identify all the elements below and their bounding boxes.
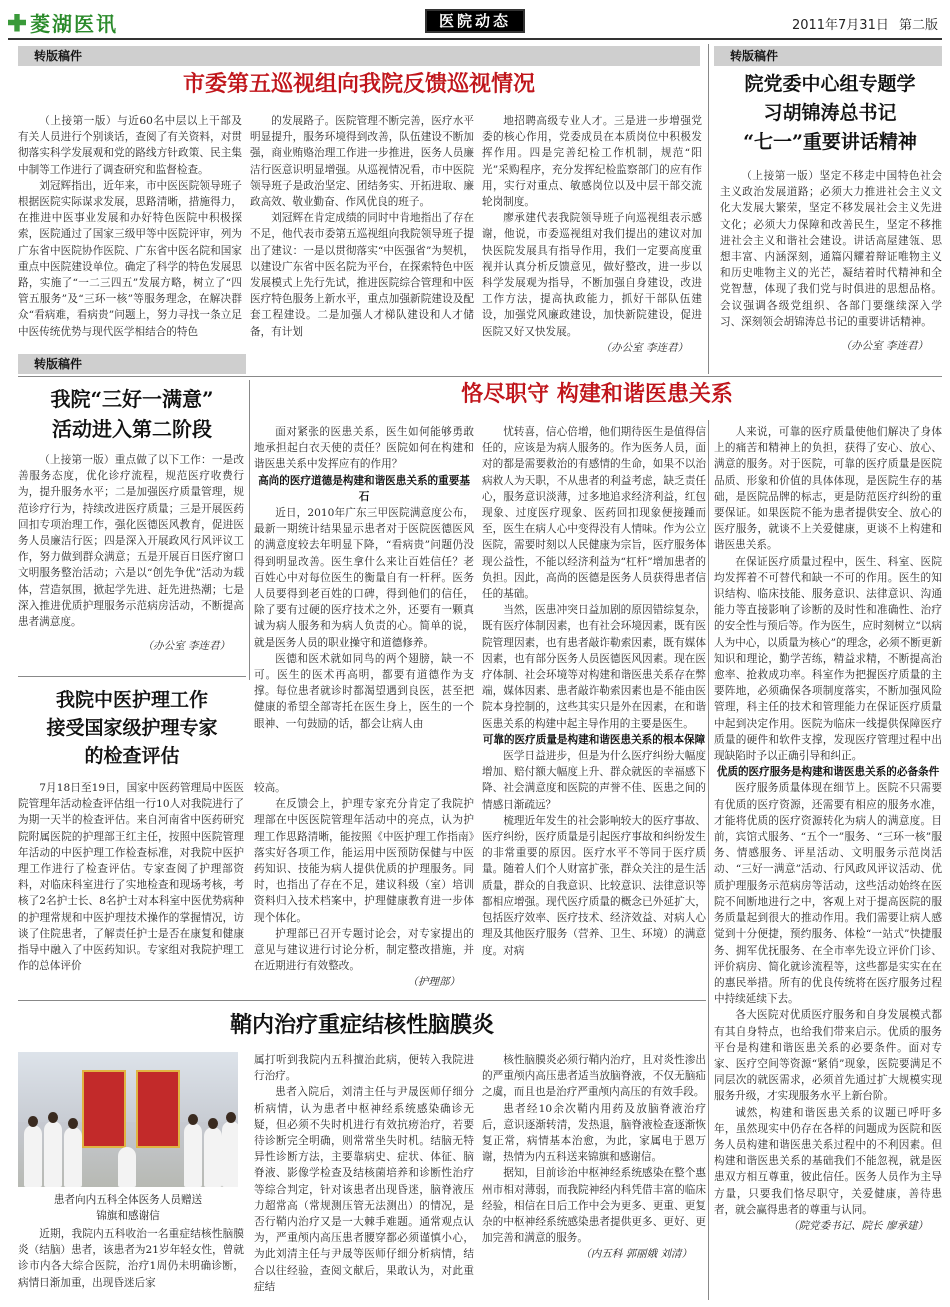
column-divider bbox=[249, 380, 250, 680]
person-head bbox=[188, 1114, 198, 1125]
article4-col1 bbox=[254, 424, 474, 764]
paragraph: 患者经10余次鞘内用药及放脑脊液治疗后，意识逐渐转清，发热退，脑脊液检查逐渐恢复正常，病情基本治愈，为此，家属电于恩万谢，热情为内五科送来锦旗和感谢信。 bbox=[482, 1102, 706, 1164]
person bbox=[184, 1123, 202, 1187]
newspaper-logo bbox=[8, 8, 118, 37]
person bbox=[222, 1121, 238, 1187]
article4-subhead-2: 可靠的医疗质量是构建和谐医患关系的根本保障 bbox=[482, 733, 706, 746]
issue-date-text: 2011年7月31日 bbox=[791, 18, 889, 33]
article6-col2 bbox=[254, 1052, 474, 1298]
section-tag: 医院动态 bbox=[425, 9, 525, 33]
paragraph: 护理部已召开专题讨论会，对专家提出的意见与建议进行讨论分析，制定整改措施，并在近期进行有效整改。 bbox=[254, 927, 474, 973]
article5-col1 bbox=[18, 780, 244, 990]
article5-title-line3: 的检查评估 bbox=[84, 745, 180, 767]
article3-body bbox=[18, 452, 244, 664]
article1-title: 市委第五巡视组向我院反馈巡视情况 bbox=[182, 71, 535, 97]
article2-title-line1: 院党委中心组专题学 bbox=[744, 73, 916, 95]
paragraph: 刘冠辉指出，近年来，市中医医院领导班子根据医院实际谋求发展，思路清晰，措施得力，在推进中医事业发展和办好特色医院中积极探索，医院通过了国家三级甲等中医院评审，列为广东省中医院协作医院、广东省中医名院和国家重点中医院建设单位。确定了科学的特色发展思路，实施了“一二三四五”发展方略，树立了“四管五服务”及“三环一核”等服务理念，在解决群众“看病难，看病贵”问题上，努力寻找一条立足中医传统优势与现代医学相结合的特色 bbox=[18, 179, 242, 338]
paragraph: 较高。 bbox=[254, 782, 286, 794]
paragraph: 近日，2010年广东三甲医院满意度公布，最新一期统计结果显示患者对于医院医德医风的满意度较去年明显下降，“看病贵”问题仍没得到明显改善。医生拿什么来让百姓信任？老百姓心中对每位医生的衡量自有一杆秤。医务人员要得到老百姓的口碑，得到他们的信任，除了要有过硬的医疗技术之外，还要有一颗真诚为病人服务和为病人负责的心。简单的说，就是医务人员的职业操守和道德修养。 bbox=[254, 507, 474, 649]
medical-cross-icon bbox=[8, 14, 26, 32]
article1-col1 bbox=[18, 113, 242, 345]
paragraph: 医疗服务质量体现在细节上。医院不只需要有优质的医疗资源，还需要有相应的服务水准，才能将优质的医疗资源转化为病人的满意度。目前，宾馆式服务、“五个一”服务、“三环一核”服务、情感服务、评星活动、文明服务示范岗活动、“三好一满意”活动、行风政风评议活动、优质护理服务示范病房等活动，这些活动始终在医院不间断地进行之中，客观上对于提高医院的服务质量起到很大的推动作用。我们需要让病人感觉到十分便捷，预约服务、体检“一站式”快捷服务、拥军优抚服务、在全市率先设立评价门诊、评价病房、简化就诊流程等，这些都是实实在在的惠民举措。所有的优良传统将在医疗服务过程中持续延续下去。 bbox=[714, 782, 942, 1006]
page-number: 第二版 bbox=[898, 18, 938, 33]
paragraph: 在保证医疗质量过程中，医生、科室、医院均发挥着不可替代和缺一不可的作用。医生的知识结构、临床技能、服务意识、法律意识、沟通能力等直接影响了诊断的及时性和准确性、治疗的安全性与预后等。作为医生，应时刻树立“以病人为中心，以质量为核心”的理念，必须不断更新知识和理论，勤学苦练，精益求精，不断提高治愈率、抢救成功率。科室作为把握医疗质量的主要阵地，必须确保各项制度落实，不断加强风险管理，科主任的技术和管理能力在保证医疗质量中起到决定作用。医院为临床一线提供保障医疗质量的硬件和软件支撑，发现医疗管理过程中出现缺陷时予以正确引导和纠正。 bbox=[714, 555, 942, 763]
masthead bbox=[0, 0, 950, 40]
banner-transfer-2: 转版稿件 bbox=[714, 46, 942, 66]
paragraph: 梳理近年发生的社会影响较大的医疗事故、医疗纠纷，医疗质量是引起医疗事故和纠纷发生的非常重要的原因。医疗水平不等同于医疗质量。随着人们个人财富扩张，群众关注的是生活质量，群众的自我意识、比较意识、法律意识等都相应增强。现代医疗质量的概念已外延扩大，包括医疗效率、医疗技术、经济效益、对病人心理及其他医疗服务（营养、卫生、环境）的满意度。对病 bbox=[482, 814, 706, 957]
paragraph: 地招聘高级专业人才。三是进一步增强党委的核心作用，党委成员在本质岗位中积极发挥作用。四是完善纪检工作机制，规范“阳光”采购程序，充分发挥纪检监察部门的应有作用，实行对重点、敏感岗位以及中层干部交流轮岗制度。 bbox=[482, 115, 702, 209]
paragraph: 近期，我院内五科收治一名重症结核性脑膜炎（结脑）患者，该患者为21岁年轻女性，曾就诊市内各大综合医院，治疗1周仍未明确诊断，病情日渐加重，出现昏迷后家 bbox=[18, 1228, 244, 1289]
person-head bbox=[208, 1118, 218, 1129]
article2-title-line2: 习胡锦涛总书记 bbox=[763, 102, 897, 124]
paragraph: 核性脑膜炎必须行鞘内治疗，且对炎性渗出的严重颅内高压患者适当放脑脊液，不仅无脑疝之虞，而且也是治疗严重颅内高压的有效手段。 bbox=[482, 1054, 706, 1099]
person-head bbox=[28, 1116, 38, 1127]
article6-col1 bbox=[18, 1226, 244, 1298]
paragraph: 刘冠辉在肯定成绩的同时中肯地指出了存在不足，他代表市委第五巡视组向我院领导班子提出了建议：一是以贯彻落实“中医强省”为契机，以建设广东省中医名院为平台，在探索特色中医发展模式上先行先试，推进医院综合管理和中医医疗特色服务上新水平，重点加强新院建设及配套工程建设。二是加强人才梯队建设和人才储备，有计划 bbox=[250, 212, 474, 338]
team-photo bbox=[18, 1052, 238, 1187]
article4-subhead-3: 优质的医疗服务是构建和谐医患关系的必备条件 bbox=[716, 766, 940, 779]
article6-title: 鞘内治疗重症结核性脑膜炎 bbox=[229, 1012, 494, 1038]
article5-col2 bbox=[254, 780, 474, 990]
section-divider bbox=[18, 676, 246, 677]
paragraph: 的发展路子。医院管理不断完善，医疗水平明显提升，服务环境得到改善，队伍建设不断加强，商业贿赂治理工作进一步推进，医务人员廉洁行医意识明显增强。从巡视情况看，市中医院领导班子是政治坚定、团结务实、开拓进取、廉政高效、敬业勤奋、作风优良的班子。 bbox=[250, 115, 474, 209]
article6-byline: （内五科 郭丽娥 刘清） bbox=[580, 1248, 692, 1261]
person bbox=[24, 1125, 42, 1187]
article3-byline: （办公室 李连君） bbox=[142, 640, 230, 653]
photo-caption-line2: 锦旗和感谢信 bbox=[96, 1210, 160, 1222]
article5-title-line2: 接受国家级护理专家 bbox=[46, 717, 218, 739]
article2-title-line3: “七一”重要讲话精神 bbox=[743, 131, 917, 153]
issue-date bbox=[792, 14, 938, 33]
article5-title-line1: 我院中医护理工作 bbox=[55, 689, 208, 711]
article5-byline: （护理部） bbox=[407, 976, 460, 989]
photo-caption-line1: 患者向内五科全体医务人员赠送 bbox=[53, 1194, 203, 1206]
column-divider bbox=[708, 44, 709, 374]
article4-col2 bbox=[482, 424, 706, 984]
article1-byline: （办公室 李连君） bbox=[600, 341, 688, 354]
paragraph: （上接第一版）重点做了以下工作：一是改善服务态度，优化诊疗流程，规范医疗收费行为，提升服务水平；二是加强医疗质量管理，规范诊疗行为，持续改进医疗质量；三是开展医药回扣专项治理工作，强化医德医风教育，促进医务人员廉洁行医；四是深入开展政风行风评议工作，努力做到群众满意；五是开展百日医疗窗口文明服务整治活动；六是以“创先争优”活动为载体，营造氛围，掀起学先进、赶先进热潮；七是深入推进优质护理服务示范病房活动，不断提高患者满意度。 bbox=[18, 454, 244, 629]
article6-col3 bbox=[482, 1052, 706, 1298]
person bbox=[44, 1121, 62, 1187]
paragraph: 廖承建代表我院领导班子向巡视组表示感谢，他说，市委巡视组对我们提出的建议对加快医院发展具有指导作用，我们一定要高度重视并认真分析反馈意见，做好整改，进一步以科学发展观为指导，不断加强自身建设，改进工作方法，提高执政能力，抓好干部队伍建设，加强党风廉政建设，加快新院建设，促进医院又好又快发展。 bbox=[482, 212, 702, 338]
banner-transfer-3: 转版稿件 bbox=[18, 354, 246, 374]
article4-title: 恪尽职守 构建和谐医患关系 bbox=[461, 381, 733, 407]
silk-banner-right bbox=[136, 1070, 180, 1148]
paragraph: 人来说，可靠的医疗质量使他们解决了身体上的痛苦和精神上的负担，获得了安心、放心、满意的服务。对于医院，可靠的医疗质量是医院品质、形象和价值的具体体现，是医院生存的基础，是医院品牌的标志，更是防范医疗纠纷的重要保证。如果医院不能为患者提供安全、放心的医疗服务，就谈不上关爱健康，更谈不上构建和谐医患关系。 bbox=[714, 426, 942, 552]
paragraph: （上接第一版）与近60名中层以上干部及有关人员进行个别谈话，查阅了有关资料，对贯彻落实科学发展观和党的路线方针政策、民主集中制等工作进行了调查研究和监督检查。 bbox=[18, 115, 242, 176]
paragraph: 医德和医术就如同鸟的两个翅膀，缺一不可。医生的医术再高明，都要有道德作为支撑。每位患者就诊时都渴望遇到良医，甚至把健康的希望全部寄托在医生身上，医生的一个眼神、一句鼓励的话，都会让病人由 bbox=[254, 652, 474, 730]
person-head bbox=[226, 1112, 236, 1123]
paragraph: 面对紧张的医患关系，医生如何能够勇敢地承担起白衣天使的责任？医院如何在构建和谐医患关系中发挥应有的作用？ bbox=[254, 426, 474, 471]
paragraph: （上接第一版）坚定不移走中国特色社会主义政治发展道路；必须大力推进社会主义文化大发展大繁荣，坚定不移发展社会主义先进文化；必须大力保障和改善民生，坚定不移推进社会主义和谐社会建设。讲话高屋建瓴、思想丰富、内涵深刻，通篇闪耀着辩证唯物主义和历史唯物主义的光芒，凝结着时代精神和全党智慧，体现了我们党与时俱进的思想品格。会议强调各级党组织、各部门要继续深入学习、深刻领会胡锦涛总书记的重要讲话精神。 bbox=[720, 170, 942, 328]
person bbox=[204, 1127, 222, 1187]
article4-byline: （院党委书记、院长 廖承建） bbox=[788, 1219, 928, 1232]
paragraph: 当然，医患冲突日益加剧的原因错综复杂，既有医疗体制因素，也有社会环境因素，既有医院管理因素，也有患者敲诈勒索因素，既有媒体因素，也有部分医务人员医德医风因素。现在医疗体制、社会环境等对构建和谐医患关系存在弊端，媒体因素、患者敲诈勒索因素也是不能由医院本身控制的，这些其实只是外在因素，在和谐医患关系的构建中起主导作用的主要是医生。 bbox=[482, 604, 706, 730]
article4-subhead-1: 高尚的医疗道德是构建和谐医患关系的重要基石 bbox=[258, 474, 470, 503]
person bbox=[64, 1127, 82, 1187]
article2-body bbox=[720, 168, 942, 378]
paragraph: 各大医院对优质医疗服务和自身发展模式都有其自身特点，也给我们带来启示。优质的服务平台是构建和谐医患关系的必要条件。面对专家、医疗空间等资源“紧俏”现象，医院要满足不同层次的就医需求，必须首先通过扩大规模实现服务升级，才实现服务水平上新台阶。 bbox=[714, 1009, 942, 1103]
person-head bbox=[48, 1112, 58, 1123]
paragraph: 7月18日至19日，国家中医药管理局中医医院管理年活动检查评估组一行10人对我院进行了为期一天半的检查评估。来自河南省中医药研究院附属医院的护理部王红主任，按照中医院管理年活动的中医护理工作检查标准，对我院中医护理工作进行了检查评估。专家查阅了护理部资料，对临床科室进行了实地检查和现场考核，考核了2名护士长、8名护士对本科室中医优势病种的护理常规和中医护理技术操作的掌握情况，访谈了住院患者，了解责任护士是否在康复和健康指导中融入了中医药知识。专家组对我院护理工作的总体评价 bbox=[18, 782, 244, 973]
column-divider bbox=[708, 420, 709, 1300]
paragraph: 医学日益进步，但是为什么医疗纠纷大幅度增加、赔付额大幅度上升、群众就医的幸福感下降、社会满意度和医院的声誉不佳、医患之间的情感日渐疏远？ bbox=[482, 750, 706, 811]
article2-byline: （办公室 李连君） bbox=[840, 340, 928, 353]
section-divider bbox=[18, 1000, 706, 1001]
person bbox=[118, 1147, 136, 1187]
paragraph: 属打听到我院内五科擅治此病，便转入我院进行治疗。 bbox=[254, 1054, 474, 1083]
paragraph: 忧转喜，信心倍增，他们期待医生是值得信任的，应该是为病人服务的。作为医务人员，面对的都是需要救治的有感情的生命，如果不以治病救人为天职，不从患者的利益考虑，缺乏责任心，服务意识淡薄，过多地追求经济利益，红包现象、过度医疗现象、医药回扣现象便接踵而至，医生在病人心中变得没有人情味。作为公立医院，需要时刻以人民健康为宗旨，医疗服务体现公益性，不能以经济利益为“杠杆”增加患者的负担。因此，高尚的医德是医务人员获得患者信任的基础。 bbox=[482, 426, 706, 601]
photo-caption bbox=[18, 1192, 238, 1224]
paragraph: 在反馈会上，护理专家充分肯定了我院护理部在中医医院管理年活动中的亮点，认为护理工作思路清晰，能按照《中医护理工作指南》落实好各项工作，能运用中医预防保健与中医药知识、技能为病人提供优质的护理服务。同时，也指出了存在不足，建议科级（室）培训资料归入技术档案中，护理健康教育进一步体现个体化。 bbox=[254, 798, 474, 924]
top-rule bbox=[8, 38, 942, 40]
article1-col3 bbox=[482, 113, 702, 365]
paragraph: 诚然，构建和谐医患关系的议题已呼吁多年，虽然现实中仍存在各样的问题成为医院和医务人员构建和谐医患关系过程中的不利因素。但构建和谐医患关系的基础我们不能忽视，就是医患双方相互尊重，彼此信任。医务人员作为主导方量，只要我们恪尽职守，关爱健康，善待患者，就会赢得患者的尊重与认同。 bbox=[714, 1106, 942, 1216]
person-head bbox=[68, 1118, 78, 1129]
article3-title-line2: 活动进入第二阶段 bbox=[52, 417, 212, 441]
article4-col3 bbox=[714, 424, 942, 1294]
banner-transfer-1: 转版稿件 bbox=[18, 46, 700, 66]
paragraph: 据知，目前诊治中枢神经系统感染在整个惠州市相对薄弱，而我院神经内科凭借丰富的临床经验，相信在日后工作中会为更多、更重、更复杂的中枢神经系统感染患者提供更多、更好、更加完善和满意的服务。 bbox=[482, 1167, 706, 1245]
logo-text: 菱湖医讯 bbox=[30, 12, 118, 36]
article3-title-line1: 我院“三好一满意” bbox=[50, 387, 214, 411]
article1-col2 bbox=[250, 113, 474, 345]
article3-title bbox=[18, 384, 246, 444]
paragraph: 患者入院后，刘清主任与尹晟医师仔细分析病情，认为患者中枢神经系统感染确诊无疑，但必须不失时机进行有效抗痨治疗，若要待诊断完全明确，则常常坐失时机。结脑无特异性诊断方法，主要靠病史、症状、体征、脑脊液、影像学检查及结核菌培养和诊断性治疗等综合判定，针对该患者出现昏迷，脑脊液压力超常高（常规测压管无法测出）的情况，是否行鞘内治疗又是一大棘手难题。通常观点认为，严重颅内高压患者腰穿都必须谨慎小心，为此刘清主任与尹晟等医师仔细分析病情，结合以往经验，查阅文献后，果敢认为，对此重症结 bbox=[254, 1086, 474, 1293]
article5-title bbox=[18, 686, 246, 770]
section-divider bbox=[18, 376, 942, 377]
article2-title bbox=[714, 70, 946, 157]
silk-banner-left bbox=[82, 1070, 126, 1148]
